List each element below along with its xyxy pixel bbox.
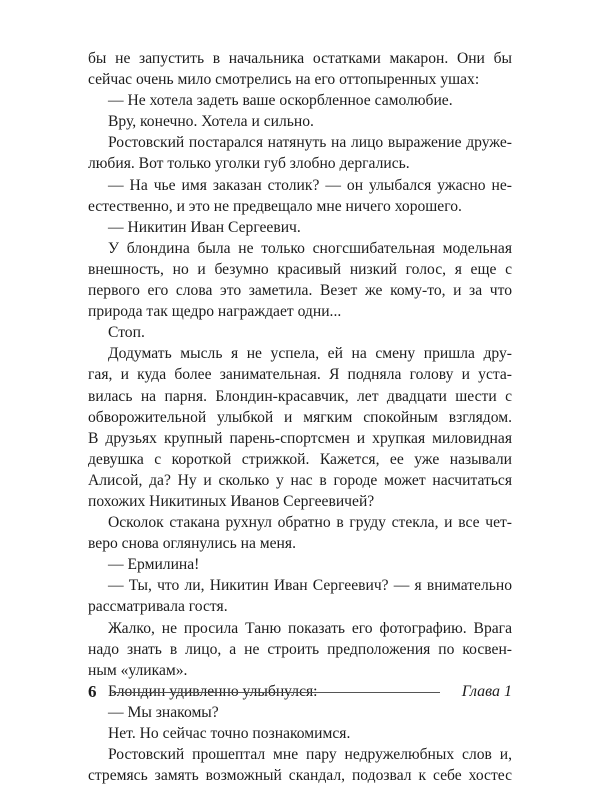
- text-line: — Никитин Иван Сергеевич.: [108, 218, 301, 236]
- paragraph: [88, 111, 512, 132]
- running-chapter-title: Глава 1: [461, 683, 512, 700]
- page-number: 6: [88, 682, 97, 701]
- text-line: сейчас очень мило смотрелись на его оттопыренных ушах:: [88, 71, 480, 89]
- text-line: — Ермилина!: [108, 556, 200, 574]
- text-line: Алисой, да? Ну и сколько у нас в городе может насчитаться: [88, 471, 512, 489]
- paragraph: [88, 175, 512, 217]
- text-line: похожих Никитиных Иванов Сергеевичей?: [88, 492, 375, 510]
- text-line: Додумать мысль я не успела, ей на смену пришла дру-: [108, 345, 512, 363]
- paragraph: [88, 238, 512, 322]
- paragraph: [88, 723, 512, 744]
- text-line: — Не хотела задеть ваше оскорбленное самолюбие.: [108, 92, 453, 110]
- footer-divider: [112, 692, 440, 693]
- text-line: вилась на парня. Блондин-красавчик, лет двадцати шести с: [88, 387, 512, 405]
- paragraph: [88, 322, 512, 343]
- text-line: ным «уликам».: [88, 661, 188, 679]
- paragraph: [88, 554, 512, 575]
- text-line: обворожительной улыбкой и мягким спокойным взглядом.: [88, 408, 512, 426]
- text-line: — Ты, что ли, Никитин Иван Сергеевич? — я внимательно: [108, 577, 512, 595]
- paragraph: [88, 575, 512, 617]
- paragraph: [88, 90, 512, 111]
- text-line: естественно, и это не предвещало мне ничего хорошего.: [88, 197, 462, 215]
- text-line: Ростовский постарался натянуть на лицо выражение друже-: [108, 134, 512, 152]
- paragraph: [88, 48, 512, 90]
- text-line: природа так щедро награждает одни...: [88, 303, 342, 321]
- text-line: любия. Вот только уголки губ злобно дергались.: [88, 155, 410, 173]
- paragraph: [88, 217, 512, 238]
- text-line: стремясь замять возможный скандал, подозвал к себе хостес: [88, 767, 512, 785]
- text-line: Ростовский прошептал мне пару недружелюбных слов и,: [108, 746, 512, 764]
- paragraph: [88, 618, 512, 681]
- text-line: веро снова оглянулись на меня.: [88, 535, 296, 553]
- text-line: надо знать в лицо, а не строить предположения по косвен-: [88, 640, 512, 658]
- text-line: В друзьях крупный парень-спортсмен и хрупкая миловидная: [88, 429, 512, 447]
- text-line: Блондин удивленно улыбнулся:: [108, 682, 318, 700]
- paragraph: [88, 512, 512, 554]
- text-line: — На чье имя заказан столик? — он улыбался ужасно не-: [108, 176, 512, 194]
- text-line: Вру, конечно. Хотела и сильно.: [108, 113, 314, 131]
- text-line: Осколок стакана рухнул обратно в груду стекла, и все чет-: [108, 514, 512, 532]
- text-line: первого его слова это заметила. Везет же кому-то, и за что: [88, 282, 512, 300]
- text-line: Нет. Но сейчас точно познакомимся.: [108, 725, 351, 742]
- paragraph: [88, 343, 512, 512]
- paragraph: [88, 744, 512, 786]
- text-line: девушка с короткой стрижкой. Кажется, ее уже называли: [88, 450, 512, 468]
- paragraph: [88, 702, 512, 723]
- body-text: [88, 48, 512, 786]
- text-line: У блондина была не только сногсшибательная модельная: [108, 239, 512, 257]
- text-line: Жалко, не просила Таню показать его фотографию. Врага: [108, 619, 512, 637]
- text-line: рассматривала гостя.: [88, 598, 228, 616]
- text-line: — Мы знакомы?: [108, 703, 219, 721]
- text-line: внешность, но и безумно красивый низкий голос, я еще с: [88, 260, 512, 278]
- paragraph: [88, 132, 512, 174]
- text-line: Стоп.: [108, 324, 145, 342]
- text-line: бы не запустить в начальника остатками макарон. Они бы: [88, 50, 512, 67]
- text-line: гая, и куда более занимательная. Я подняла голову и уста-: [88, 366, 512, 384]
- page-footer: [88, 680, 512, 704]
